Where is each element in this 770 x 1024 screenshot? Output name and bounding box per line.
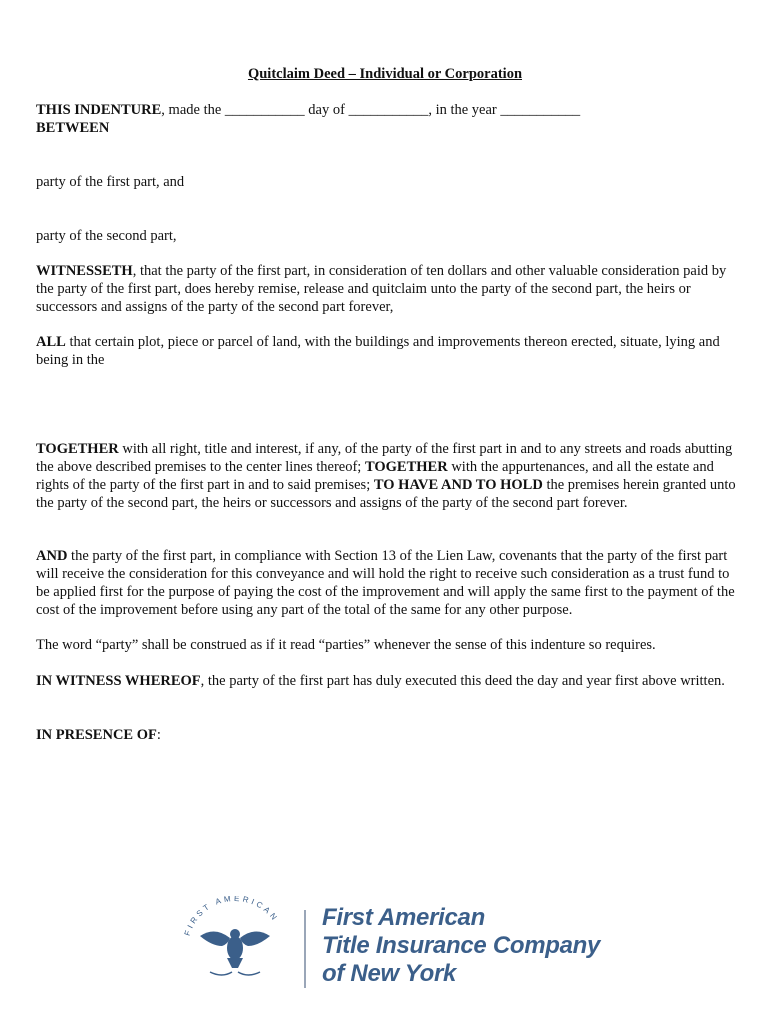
document-title: Quitclaim Deed – Individual or Corporation	[247, 66, 523, 82]
in-presence-of-colon: :	[156, 727, 161, 743]
witness-whereof-lead: IN WITNESS WHEREOF	[36, 673, 201, 689]
in-presence-of-paragraph	[36, 726, 738, 744]
together-paragraph	[36, 440, 738, 512]
first-party-label: party of the first part, and	[36, 174, 185, 190]
company-name-logo	[322, 904, 612, 988]
laurel-icon	[210, 972, 260, 975]
together-text-1: with all right, title and interest, if any, of the party of the first part in and to any streets and roads abutting the above described premises to the center lines thereof;	[36, 441, 733, 475]
logo-divider	[304, 910, 306, 988]
in-presence-of-lead: IN PRESENCE OF	[36, 727, 157, 743]
witness-whereof-text: , the party of the first part has duly executed this deed the day and year first above written.	[200, 673, 725, 689]
second-party-label: party of the second part,	[36, 228, 177, 244]
indenture-paragraph	[36, 101, 738, 137]
witnesseth-paragraph	[36, 262, 738, 316]
together-text-2: with the appurtenances, and all the estate and rights of the party of the first part in and to said premises;	[36, 459, 714, 493]
witnesseth-lead: WITNESSETH	[36, 263, 133, 279]
party-definition-paragraph: The word “party” shall be construed as if it read “parties” whenever the sense of this indenture so requires.	[36, 637, 656, 653]
all-paragraph	[36, 333, 738, 369]
between-label: BETWEEN	[36, 120, 110, 136]
witnesseth-text: , that the party of the first part, in consideration of ten dollars and other valuable consideration paid by the party of the first part, does hereby remise, release and quitclaim unto the party of the second part, the heirs or successors and assigns of the party of the second part forever,	[36, 263, 727, 315]
indenture-text-1: , made the	[161, 102, 225, 118]
together-lead: TOGETHER	[36, 441, 119, 457]
day-blank: ___________	[224, 102, 305, 118]
and-lead: AND	[36, 548, 68, 564]
and-paragraph	[36, 547, 738, 619]
year-blank: ___________	[500, 102, 581, 118]
logo-line-1: First American	[322, 904, 485, 931]
logo-line-3: of New York	[322, 960, 457, 987]
together-lead-2: TOGETHER	[364, 459, 448, 475]
have-and-hold-lead: TO HAVE AND TO HOLD	[373, 477, 543, 493]
all-text: that certain plot, piece or parcel of land, with the buildings and improvements thereon erected, situate, lying and being in the	[36, 334, 720, 368]
and-text: the party of the first part, in compliance with Section 13 of the Lien Law, covenants that the party of the first part will receive the consideration for this conveyance and will hold the right to receive such consideration as a trust fund to be applied first for the purpose of paying the cost of the improvement and will apply the same first to the payment of the cost of the improvement before using any part of the total of the same for any other purpose.	[36, 548, 735, 618]
month-blank: ___________	[348, 102, 429, 118]
first-american-eagle-seal-logo	[170, 896, 300, 996]
logo-line-2: Title Insurance Company	[322, 932, 601, 959]
together-text-3: the premises herein granted unto the party of the second part, the heirs or successors and assigns of the party of the second part forever.	[36, 477, 736, 511]
indenture-text-2: day of	[304, 102, 349, 118]
witness-whereof-paragraph	[36, 672, 738, 690]
eagle-icon	[200, 929, 270, 968]
seal-text: FIRST AMERICAN	[182, 896, 281, 937]
indenture-lead: THIS INDENTURE	[36, 102, 162, 118]
all-lead: ALL	[36, 334, 66, 350]
indenture-text-3: , in the year	[428, 102, 501, 118]
